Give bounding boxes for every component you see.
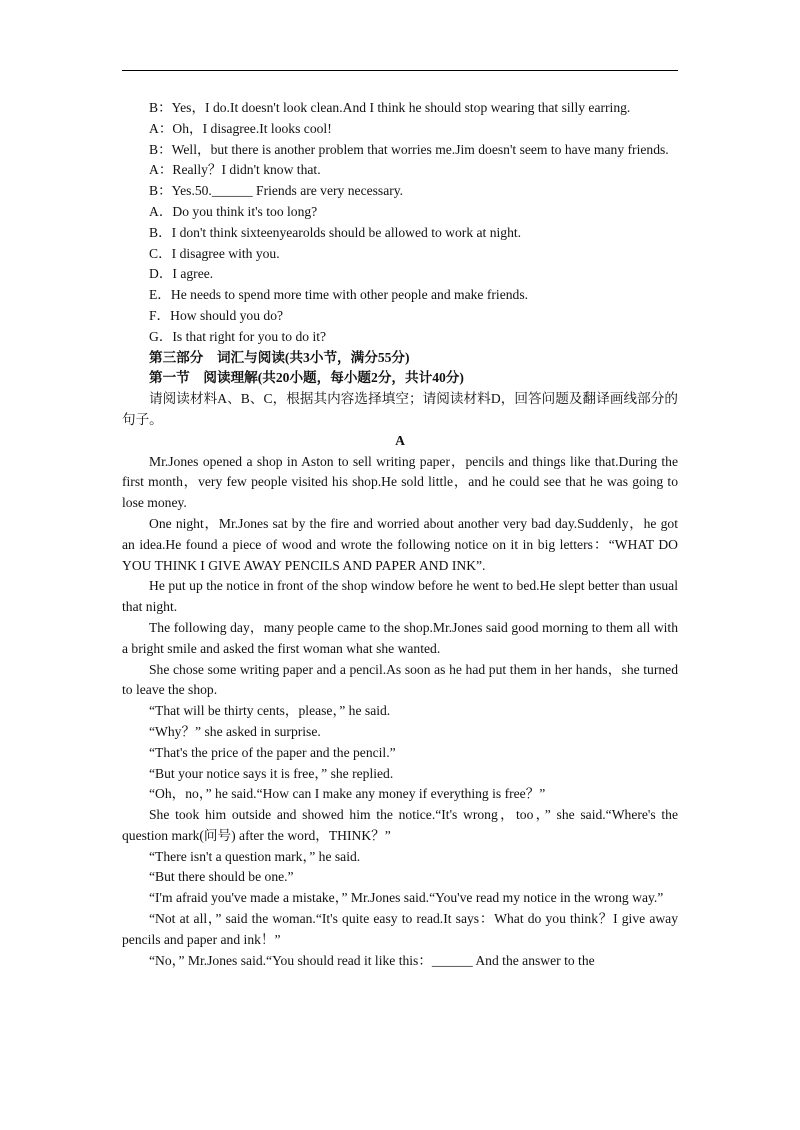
passage-paragraph: “There isn't a question mark，” he said. [149, 848, 361, 864]
passage-title: A [395, 432, 405, 448]
passage-paragraph: “But your notice says it is free，” she replied. [149, 765, 394, 781]
passage-paragraph: “No，” Mr.Jones said.“You should read it like this：______ And the answer to the [149, 952, 595, 968]
dialogue-line: A：Oh，I disagree.It looks cool! [149, 120, 332, 136]
document-body [122, 98, 678, 971]
answer-option-a: A．Do you think it's too long? [149, 203, 318, 219]
dialogue-line: B：Yes，I do.It doesn't look clean.And I think he should stop wearing that silly earring. [149, 100, 631, 115]
answer-option-f: F．How should you do? [149, 307, 284, 323]
passage-paragraph: He put up the notice in front of the shop window before he went to bed.He slept better than usual that night. [122, 578, 678, 615]
part-heading: 第三部分 词汇与阅读(共3小节，满分55分) [149, 349, 410, 365]
passage-paragraph: One night，Mr.Jones sat by the fire and worried about another very bad day.Suddenly，he got an idea.He found a piece of wood and wrote the following notice on it in big letters：“WHAT DO YOU THINK I GIVE AWAY PENCILS AND PAPER AND INK”. [122, 515, 678, 573]
passage-paragraph: “Not at all，” said the woman.“It's quite easy to read.It says：What do you think？I give away pencils and paper and ink！” [122, 911, 678, 947]
answer-option-g: G．Is that right for you to do it? [149, 328, 327, 344]
passage-paragraph: Mr.Jones opened a shop in Aston to sell writing paper，pencils and things like that.During the first month，very few people visited his shop.He sold little，and he could see that he was going to lose money. [122, 453, 678, 511]
passage-paragraph: “I'm afraid you've made a mistake，” Mr.Jones said.“You've read my notice in the wrong way.” [149, 890, 664, 906]
dialogue-line: B：Yes.50.______ Friends are very necessary. [149, 183, 404, 199]
passage-paragraph: She took him outside and showed him the notice.“It's wrong，too，” she said.“Where's the question mark(问号) after the word，THINK？” [122, 807, 678, 843]
section-instruction: 请阅读材料A、B、C，根据其内容选择填空；请阅读材料D，回答问题及翻译画线部分的句子。 [122, 391, 678, 427]
answer-option-d: D．I agree. [149, 266, 214, 282]
passage-paragraph: “Oh，no，” he said.“How can I make any money if everything is free？” [149, 786, 546, 802]
passage-paragraph: “That's the price of the paper and the pencil.” [149, 744, 396, 760]
passage-paragraph: “That will be thirty cents，please，” he said. [149, 703, 391, 719]
passage-paragraph: She chose some writing paper and a pencil.As soon as he had put them in her hands，she turned to leave the shop. [122, 661, 678, 698]
answer-option-c: C．I disagree with you. [149, 245, 280, 261]
passage-paragraph: The following day，many people came to the shop.Mr.Jones said good morning to them all with a bright smile and asked the first woman what she wanted. [122, 619, 678, 656]
passage-paragraph: “But there should be one.” [149, 869, 294, 885]
answer-option-e: E．He needs to spend more time with other people and make friends. [149, 287, 529, 303]
dialogue-line: A：Really？I didn't know that. [149, 162, 321, 178]
section-heading: 第一节 阅读理解(共20小题，每小题2分，共计40分) [149, 370, 464, 386]
answer-option-b: B．I don't think sixteenyearolds should be allowed to work at night. [149, 224, 522, 240]
dialogue-line: B：Well，but there is another problem that worries me.Jim doesn't seem to have many friends. [149, 141, 669, 157]
passage-paragraph: “Why？” she asked in surprise. [149, 723, 321, 739]
header-rule [122, 70, 678, 71]
